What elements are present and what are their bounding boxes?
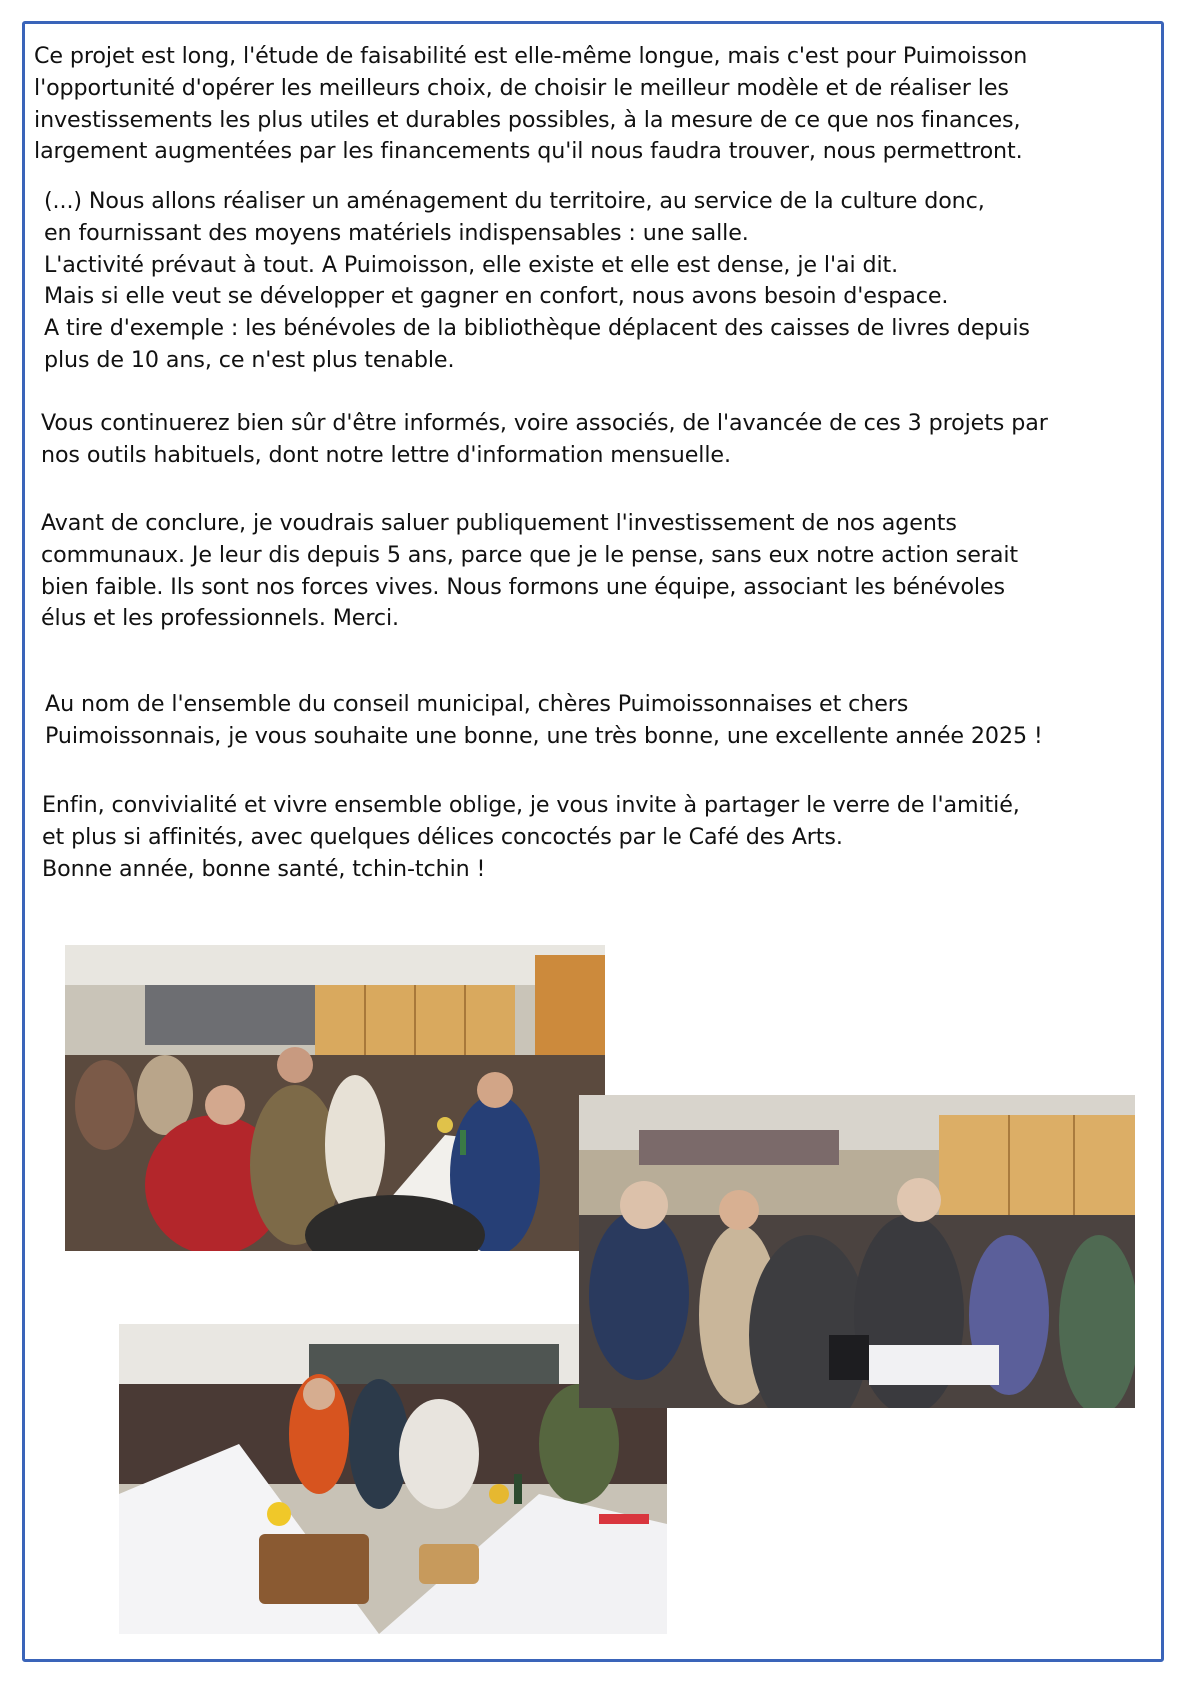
paragraph-culture-hall: (...) Nous allons réaliser un aménagement du territoire, au service de la culture donc, en fournissant des moyens matériels indispensables : une salle. L'activité prévaut à tout. A Puimoisson, elle existe et elle est dense, je l'ai dit. Mais si elle veut se développer et gagner en confort, nous avons besoin d'espace. A tire d'exemple : les bénévoles de la bibliothèque déplacent des caisses de livres depuis plus de 10 ans, ce n'est plus tenable. [44, 188, 1030, 373]
paragraph-new-year-wishes: Au nom de l'ensemble du conseil municipal, chères Puimoissonnaises et chers Puimoissonnais, je vous souhaite une bonne, une très bonne, une excellente année 2025 ! [45, 691, 1043, 749]
paragraph-thanks-agents: Avant de conclure, je voudrais saluer publiquement l'investissement de nos agents communaux. Je leur dis depuis 5 ans, parce que je le pense, sans eux notre action serait bien faible. Ils sont nos forces vives. Nous formons une équipe, associant les bénévoles élus et les professionnels. Merci. [41, 510, 1018, 632]
reception-photo-hall-drawing [65, 945, 605, 1251]
reception-photo-hall [65, 945, 605, 1251]
reception-photo-conversation-drawing [579, 1095, 1135, 1408]
paragraph-feasibility-study: Ce projet est long, l'étude de faisabilité est elle-même longue, mais c'est pour Puimoisson l'opportunité d'opérer les meilleurs choix, de choisir le meilleur modèle et de réaliser les investissements les plus utiles et durables possibles, à la mesure de ce que nos finances, largement augmentées par les financements qu'il nous faudra trouver, nous permettront. [34, 43, 1028, 165]
reception-photo-conversation [579, 1095, 1135, 1408]
paragraph-information: Vous continuerez bien sûr d'être informés, voire associés, de l'avancée de ces 3 projets par nos outils habituels, dont notre lettre d'information mensuelle. [41, 410, 1048, 468]
paragraph-invitation: Enfin, convivialité et vivre ensemble oblige, je vous invite à partager le verre de l'amitié, et plus si affinités, avec quelques délices concoctés par le Café des Arts. Bonne année, bonne santé, tchin-tchin ! [42, 792, 1020, 882]
